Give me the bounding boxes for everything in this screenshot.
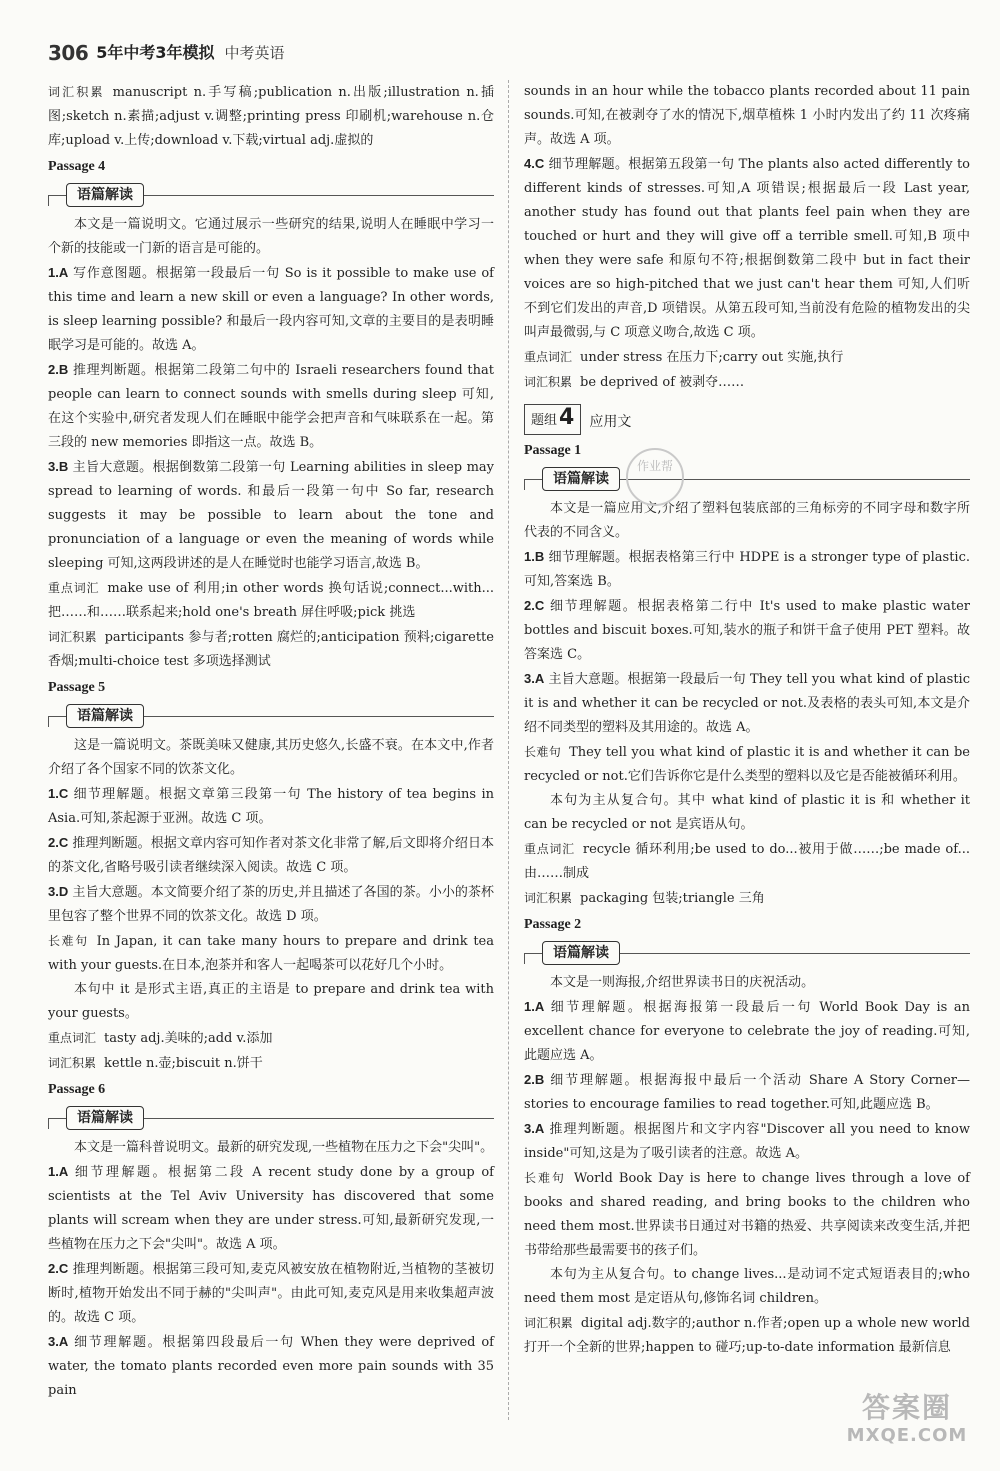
answer-text: 细节理解题。根据表格第三行中 HDPE is a stronger type of plastic.可知,答案选 B。	[524, 550, 970, 589]
vocab-tag: 词汇积累	[48, 1056, 97, 1070]
answer-text: 细节理解题。根据表格第二行中 It's used to make plastic water bottles and biscuit boxes.可知,装水的瓶子和饼干盒子使用 PET 塑料。故答案选 C。	[524, 599, 970, 662]
key-words	[48, 1026, 494, 1051]
answer-text: 主旨大意题。本文简要介绍了茶的历史,并且描述了各国的茶。小小的茶杯里包容了整个世界不同的饮茶文化。故选 D 项。	[48, 885, 494, 924]
group-number: 4	[559, 405, 575, 430]
watermark-url: MXQE.COM	[846, 1425, 968, 1446]
vocab-text: be deprived of 被剥夺……	[580, 375, 745, 390]
answer-number: 2.C	[48, 1261, 69, 1276]
passage-title: Passage 1	[524, 443, 582, 458]
long-sentence-text: World Book Day is here to change lives through a love of books and shared reading, and bring books to the children who need them most.世界读书日通过对书籍的热爱、共享阅读来改变生活,并把书带给那些最需要书的孩子们。	[524, 1171, 970, 1258]
answer-number: 3.D	[48, 884, 69, 899]
answer-item	[48, 455, 494, 576]
answer-item	[524, 667, 970, 740]
answer-item	[524, 545, 970, 594]
vocab-text: digital adj.数字的;author n.作者;open up a whole new world 打开一个全新的世界;happen to 碰巧;up-to-date information 最新信息	[524, 1316, 970, 1355]
answer-item	[48, 261, 494, 358]
answer-text: 细节理解题。根据第二段 A recent study done by a group of scientists at the Tel Aviv University has discovered that some plants will scream when they are under stress.可知,最新研究发现,一些植物在压力之下会"尖叫"。故选 A 项。	[48, 1165, 494, 1252]
passage-summary: 本文是一则海报,介绍世界读书日的庆祝活动。	[550, 975, 815, 990]
section-banner	[48, 702, 494, 730]
stamp-watermark: 作业帮	[626, 448, 684, 506]
vocab-text: manuscript n.手写稿;publication n.出版;illustration n.插图;sketch n.素描;adjust v.调整;printing press 印刷机;warehouse n.仓库;upload v.上传;download v.下载;virtual adj.虚拟的	[48, 85, 494, 148]
answer-text: 推理判断题。根据第三段可知,麦克风被安放在植物附近,当植物的茎被切断时,植物开始发出不同于赫的"尖叫声"。由此可知,麦克风是用来收集超声波的。故选 C 项。	[48, 1262, 494, 1325]
answer-item	[48, 1330, 494, 1403]
long-sentence-text: They tell you what kind of plastic it is and whether it can be recycled or not.它们告诉你它是什么类型的塑料以及它是否能被循环利用。	[524, 745, 970, 784]
answer-number: 2.B	[524, 1072, 545, 1087]
answer-text: 主旨大意题。根据第一段最后一句 They tell you what kind of plastic it is and whether it can be recycled or not.及表格的表头可知,本文是介绍不同类型的塑料及其用途的。故选 A。	[524, 672, 970, 735]
answer-text: 写作意图题。根据第一段最后一句 So is it possible to make use of this time and learn a new skill or even a language? In other words, is sleep learning possible? 和最后一段内容可知,文章的主要目的是表明睡眠学习是可能的。故选 A。	[48, 266, 494, 353]
answer-number: 3.A	[48, 1334, 69, 1349]
vocab-block	[48, 1051, 494, 1076]
sentence-analysis: 本句中 it 是形式主语,真正的主语是 to prepare and drink tea with your guests。	[48, 982, 494, 1021]
section-banner	[48, 181, 494, 209]
section-banner	[524, 939, 970, 967]
passage-title: Passage 2	[524, 917, 582, 932]
answer-number: 2.C	[524, 598, 545, 613]
passage-summary: 本文是一篇应用文,介绍了塑料包装底部的三角标旁的不同字母和数字所代表的不同含义。	[524, 501, 970, 540]
passage-title: Passage 6	[48, 1082, 106, 1097]
answer-item	[48, 1160, 494, 1257]
answer-text: 细节理解题。根据第五段第一句 The plants also acted differently to different kinds of stresses.可知,A 项错误;根据最后一段 Last year, another study has found out that plants feel pain when they are touched or hurt and they will give off a terrible smell.可知,B 项中 when they were safe 和原句不符;根据倒数第二段中 but in fact their voices are so high-pitched that we just can't hear them 可知,人们听不到它们发出的声音,D 项错误。从第五段可知,当前没有危险的植物发出的尖叫声最微弱,与 C 项意义吻合,故选 C 项。	[524, 157, 971, 340]
right-column	[524, 80, 970, 1360]
passage-summary: 本文是一篇说明文。它通过展示一些研究的结果,说明人在睡眠中学习一个新的技能或一门新的语言是可能的。	[48, 217, 494, 256]
column-divider	[508, 80, 509, 1420]
answer-item	[524, 1117, 970, 1166]
answer-item	[48, 831, 494, 880]
page-header	[48, 38, 285, 68]
vocab-block	[524, 886, 970, 911]
question-group-heading	[524, 399, 970, 435]
long-sentence	[524, 1166, 970, 1263]
vocab-text: packaging 包装;triangle 三角	[580, 891, 765, 906]
key-words-text: recycle 循环利用;be used to do...被用于做……;be made of...由……制成	[524, 842, 970, 881]
answer-item	[524, 594, 970, 667]
vocab-text: participants 参与者;rotten 腐烂的;anticipation 预料;cigarette 香烟;multi-choice test 多项选择测试	[48, 630, 494, 669]
answer-text: 推理判断题。根据第二段第二句中的 Israeli researchers found that people can learn to connect sounds with smells during sleep 可知,在这个实验中,研究者发现人们在睡眠中能学会把声音和气味联系在一起。第三段的 new memories 即指这一点。故选 B。	[48, 363, 494, 450]
subject-label: 中考英语	[224, 44, 285, 62]
section-banner	[524, 465, 970, 493]
page-number: 306	[48, 41, 89, 65]
passage-title: Passage 4	[48, 159, 106, 174]
vocab-tag: 词汇积累	[48, 630, 97, 644]
key-words	[48, 576, 494, 625]
answer-item	[524, 995, 970, 1068]
banner-label: 语篇解读	[66, 1106, 144, 1130]
answer-number: 1.B	[524, 549, 545, 564]
section-banner	[48, 1104, 494, 1132]
answer-item	[48, 880, 494, 929]
answer-item	[524, 1068, 970, 1117]
key-words-tag: 重点词汇	[524, 350, 573, 364]
answer-number: 1.A	[524, 999, 545, 1014]
left-column	[48, 80, 494, 1403]
answer-text: 推理判断题。根据图片和文字内容"Discover all you need to know inside"可知,这是为了吸引读者的注意。故选 A。	[524, 1122, 970, 1161]
sentence-analysis: 本句为主从复合句。其中 what kind of plastic it is 和 whether it can be recycled or not 是宾语从句。	[524, 793, 970, 832]
answer-text: 细节理解题。根据第四段最后一句 When they were deprived of water, the tomato plants recorded even more pain sounds with 35 pain	[48, 1335, 494, 1398]
long-sentence-tag: 长难句	[524, 745, 562, 759]
site-watermark	[832, 1391, 982, 1453]
answer-text: 细节理解题。根据文章第三段第一句 The history of tea begins in Asia.可知,茶起源于亚洲。故选 C 项。	[48, 787, 494, 826]
answer-number: 3.A	[524, 1121, 545, 1136]
answer-number: 1.A	[48, 1164, 69, 1179]
passage-title: Passage 5	[48, 680, 106, 695]
vocab-block	[524, 370, 970, 395]
vocab-tag: 词汇积累	[524, 891, 573, 905]
vocab-block	[48, 80, 494, 153]
vocab-block	[524, 1311, 970, 1360]
banner-label: 语篇解读	[542, 941, 620, 965]
long-sentence-tag: 长难句	[48, 934, 89, 948]
passage-summary: 本文是一篇科普说明文。最新的研究发现,一些植物在压力之下会"尖叫"。	[74, 1140, 494, 1155]
sentence-analysis: 本句为主从复合句。to change lives...是动词不定式短语表目的;who need them most 是定语从句,修饰名词 children。	[524, 1267, 970, 1306]
answer-text: 细节理解题。根据海报第一段最后一句 World Book Day is an excellent chance for everyone to celebrate the joy of reading.可知,此题应选 A。	[524, 1000, 970, 1063]
watermark-logo-text: 答案圈	[861, 1391, 952, 1424]
banner-label: 语篇解读	[66, 704, 144, 728]
banner-label: 语篇解读	[66, 183, 144, 207]
answer-item	[524, 152, 970, 345]
key-words-text: tasty adj.美味的;add v.添加	[104, 1031, 273, 1046]
vocab-block	[48, 625, 494, 674]
answer-number: 3.A	[524, 671, 545, 686]
key-words	[524, 345, 970, 370]
answer-item	[48, 358, 494, 455]
long-sentence-text: In Japan, it can take many hours to prepare and drink tea with your guests.在日本,泡茶并和客人一起喝茶可以花好几个小时。	[48, 934, 494, 973]
vocab-tag: 词汇积累	[48, 85, 105, 99]
question-group-badge	[524, 404, 581, 435]
book-title: 5年中考3年模拟	[96, 43, 215, 62]
key-words-tag: 重点词汇	[48, 581, 100, 595]
answer-text: 细节理解题。根据海报中最后一个活动 Share A Story Corner—stories to encourage families to read together.可知,此题应选 B。	[524, 1073, 970, 1112]
banner-label: 语篇解读	[542, 467, 620, 491]
long-sentence-tag: 长难句	[524, 1171, 566, 1185]
vocab-text: kettle n.壶;biscuit n.饼干	[104, 1056, 263, 1071]
answer-item	[48, 782, 494, 831]
key-words-text: make use of 利用;in other words 换句话说;connect...with... 把……和……联系起来;hold one's breath 屏住呼吸;pick 挑选	[48, 581, 494, 620]
key-words-tag: 重点词汇	[48, 1031, 97, 1045]
answer-item	[48, 1257, 494, 1330]
answer-text: 推理判断题。根据文章内容可知作者对茶文化非常了解,后文即将介绍日本的茶文化,省略号吸引读者继续深入阅读。故选 C 项。	[48, 836, 494, 875]
vocab-tag: 词汇积累	[524, 1316, 573, 1330]
long-sentence	[48, 929, 494, 978]
group-label: 题组	[531, 413, 558, 428]
answer-number: 1.C	[48, 786, 69, 801]
answer-number: 1.A	[48, 265, 69, 280]
passage-summary: 这是一篇说明文。茶既美味又健康,其历史悠久,长盛不衰。在本文中,作者介绍了各个国家不同的饮茶文化。	[48, 738, 494, 777]
answer-number: 4.C	[524, 156, 545, 171]
key-words	[524, 837, 970, 886]
group-title: 应用文	[589, 414, 632, 430]
long-sentence	[524, 740, 970, 789]
answer-number: 3.B	[48, 459, 69, 474]
answer-text: 主旨大意题。根据倒数第二段第一句 Learning abilities in sleep may spread to learning of words. 和最后一段第一句中 So far, research suggests it may be possible to learn about the tone and pronunciation of a language or even the meaning of words while sleeping 可知,这两段讲述的是人在睡觉时也能学习语言,故选 B。	[48, 460, 494, 571]
key-words-tag: 重点词汇	[524, 842, 575, 856]
vocab-tag: 词汇积累	[524, 375, 573, 389]
key-words-text: under stress 在压力下;carry out 实施,执行	[580, 350, 844, 365]
answer-number: 2.B	[48, 362, 69, 377]
answer-number: 2.C	[48, 835, 69, 850]
answer-continued: sounds in an hour while the tobacco plants recorded about 11 pain sounds.可知,在被剥夺了水的情况下,烟草植株 1 小时内发出了约 11 次疼痛声。故选 A 项。	[524, 84, 970, 147]
